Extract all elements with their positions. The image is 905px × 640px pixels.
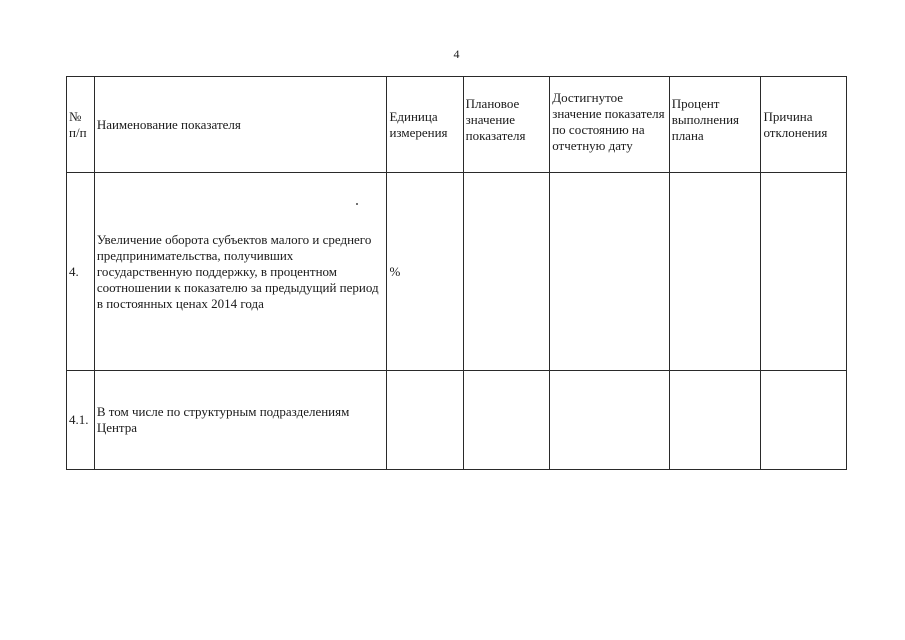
header-plan: Плановое значение показателя [465, 95, 526, 143]
row-num: 4. [67, 173, 95, 371]
header-percent-cell [669, 77, 761, 173]
row-name: В том числе по структурным подразделениям Центра [94, 371, 387, 470]
header-reason: Причина отклонения [763, 108, 828, 140]
row-name: Увеличение оборота субъектов малого и среднего предпринимательства, получивших государственную поддержку, в процентном соотношении к показателю за предыдущий период в постоянных ценах 2014 года [94, 173, 387, 371]
row-unit [387, 371, 463, 470]
row-achieved [550, 371, 670, 470]
scan-speck [356, 203, 358, 205]
header-plan-cell [463, 77, 550, 173]
row-reason [761, 173, 847, 371]
table-header-row [67, 77, 847, 173]
table-row [67, 173, 847, 371]
row-unit: % [387, 173, 463, 371]
header-achieved: Достигнутое значение показателя по состоянию на отчетную дату [552, 90, 665, 153]
header-achieved-cell [550, 77, 670, 173]
header-reason-cell [761, 77, 847, 173]
table-row [67, 371, 847, 470]
header-percent: Процент выполнения плана [671, 95, 740, 143]
row-achieved [550, 173, 670, 371]
row-percent [669, 371, 761, 470]
row-percent [669, 173, 761, 371]
indicators-table [66, 76, 847, 470]
row-plan [463, 173, 550, 371]
header-name: Наименование показателя [94, 77, 387, 173]
header-unit: Единица измерения [387, 77, 463, 173]
row-num: 4.1. [67, 371, 95, 470]
row-plan [463, 371, 550, 470]
row-reason [761, 371, 847, 470]
page-number: 4 [453, 47, 460, 61]
header-num: № п/п [67, 77, 95, 173]
